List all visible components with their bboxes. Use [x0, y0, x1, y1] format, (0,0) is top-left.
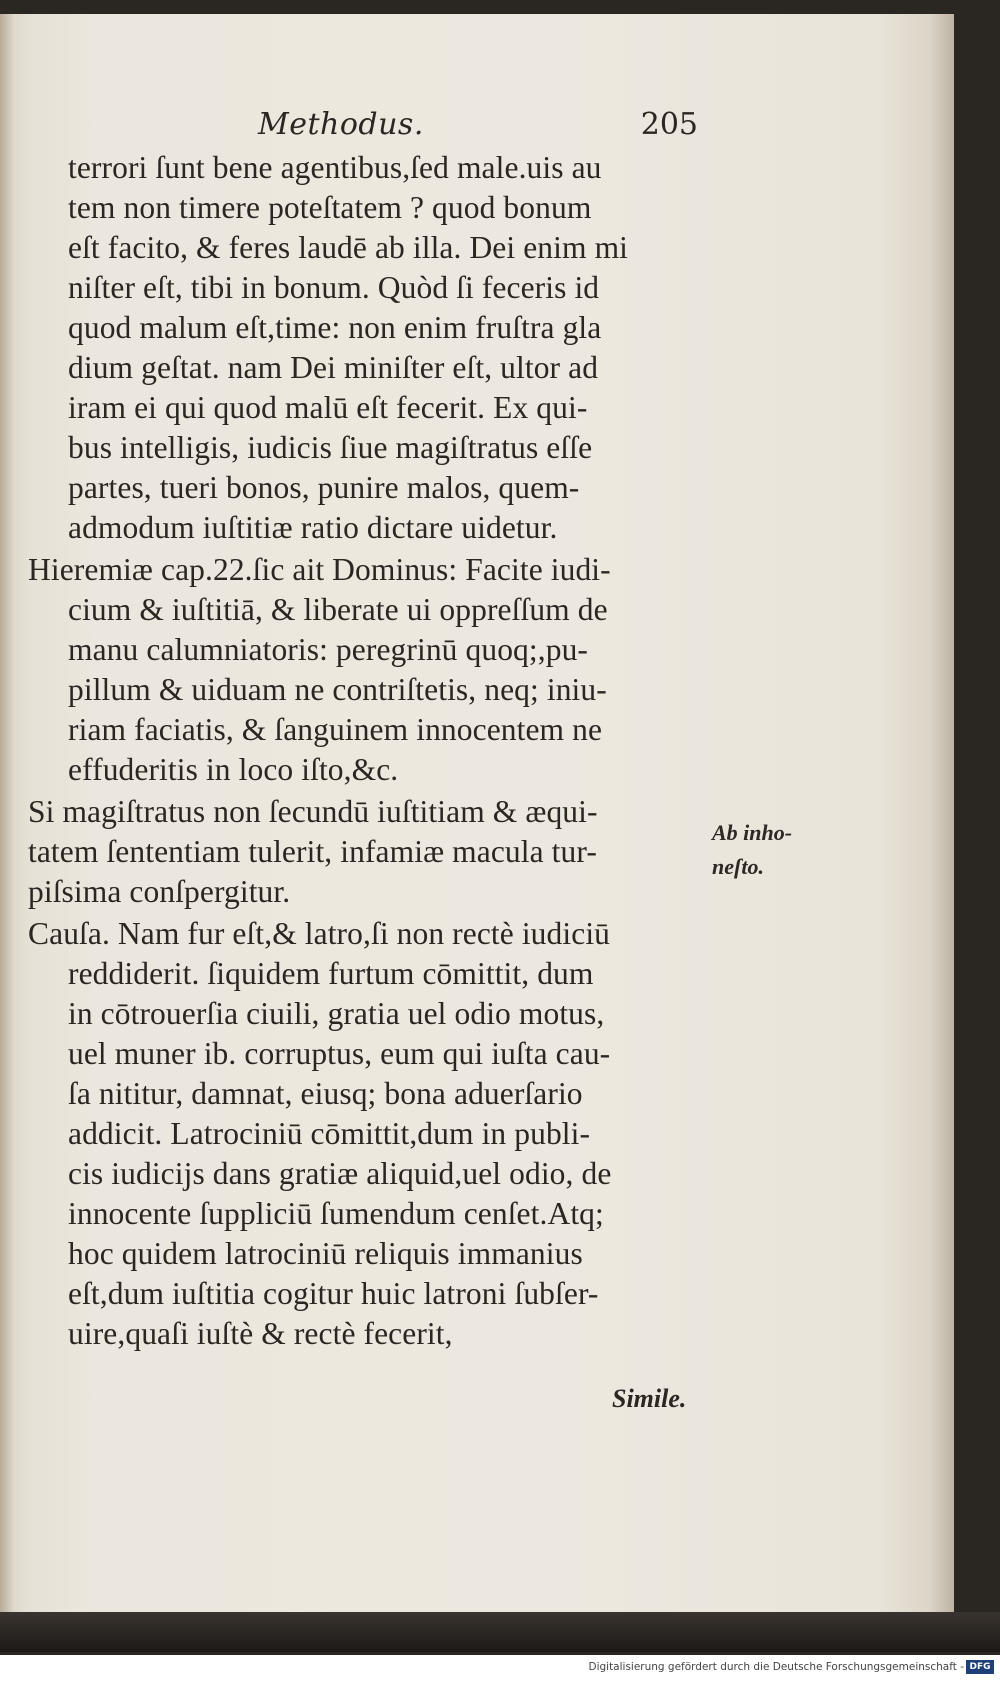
- text-line-13: manu calumniatoris: peregrinū quoq;,pu-: [68, 632, 589, 667]
- text-line-18: tatem ſententiam tulerit, infamiæ macula tur-: [28, 834, 597, 869]
- catchword: Simile.: [612, 1384, 687, 1413]
- digitization-footer: [0, 1655, 1000, 1681]
- text-line-9: partes, tueri bonos, punire malos, quem-: [68, 470, 580, 505]
- text-line-30: uire,quaſi iuſtè & rectè fecerit,: [68, 1316, 453, 1351]
- text-line-29: eſt,dum iuſtitia cogitur huic latroni ſubſer-: [68, 1276, 599, 1311]
- page-number: 205: [640, 107, 698, 142]
- running-head: Methodus.: [258, 107, 424, 142]
- text-line-14: pillum & uiduam ne contriſtetis, neq; iniu-: [68, 672, 607, 707]
- text-line-23: uel muner ib. corruptus, eum qui iuſta cau-: [68, 1036, 611, 1071]
- text-line-16: effuderitis in loco iſto,&c.: [68, 752, 399, 787]
- text-line-11: Hieremiæ cap.22.ſic ait Dominus: Facite iudi-: [28, 552, 611, 587]
- text-line-15: riam faciatis, & ſanguinem innocentem ne: [68, 712, 603, 747]
- text-line-20: Cauſa. Nam fur eſt,& latro,ſi non rectè iudiciū: [28, 916, 611, 951]
- text-line-5: quod malum eſt,time: non enim fruſtra gla: [68, 310, 602, 345]
- text-line-26: cis iudicijs dans gratiæ aliquid,uel odio, de: [68, 1156, 612, 1191]
- text-line-4: niſter eſt, tibi in bonum. Quòd ſi feceris id: [68, 270, 600, 305]
- text-line-19: piſsima conſpergitur.: [28, 874, 291, 909]
- scan-bottom-edge: [0, 1612, 1000, 1652]
- text-line-28: hoc quidem latrociniū reliquis immanius: [68, 1236, 583, 1271]
- text-line-24: ſa nititur, damnat, eiusq; bona aduerſario: [68, 1076, 583, 1111]
- text-line-10: admodum iuſtitiæ ratio dictare uidetur.: [68, 510, 558, 545]
- text-line-17: Si magiſtratus non ſecundū iuſtitiam & æqui-: [28, 794, 598, 829]
- text-line-6: dium geſtat. nam Dei miniſter eſt, ultor ad: [68, 350, 599, 385]
- text-line-22: in cōtrouerſia ciuili, gratia uel odio motus,: [68, 996, 605, 1031]
- text-line-3: eſt facito, & feres laudē ab illa. Dei enim mi: [68, 230, 629, 265]
- text-line-21: reddiderit. ſiquidem furtum cōmittit, dum: [68, 956, 594, 991]
- text-line-25: addicit. Latrociniū cōmittit,dum in publi-: [68, 1116, 591, 1151]
- margin-note-line-1: Ab inho-: [712, 820, 793, 845]
- text-line-7: iram ei qui quod malū eſt fecerit. Ex qui-: [68, 390, 588, 425]
- text-line-1: terrori ſunt bene agentibus,ſed male.uis au: [68, 150, 602, 185]
- dfg-logo-icon: DFG: [966, 1660, 994, 1674]
- text-line-8: bus intelligis, iudicis ſiue magiſtratus eſſe: [68, 430, 593, 465]
- page-header: [258, 107, 698, 153]
- text-line-2: tem non timere poteſtatem ? quod bonum: [68, 190, 592, 225]
- text-line-12: cium & iuſtitiā, & liberate ui oppreſſum de: [68, 592, 608, 627]
- text-line-27: innocente ſuppliciū ſumendum cenſet.Atq;: [68, 1196, 604, 1231]
- page-text: [0, 14, 954, 1646]
- book-page: [0, 14, 954, 1646]
- footer-credit: Digitalisierung gefördert durch die Deutsche Forschungsgemeinschaft -: [588, 1661, 964, 1673]
- margin-note-line-2: neſto.: [712, 854, 764, 879]
